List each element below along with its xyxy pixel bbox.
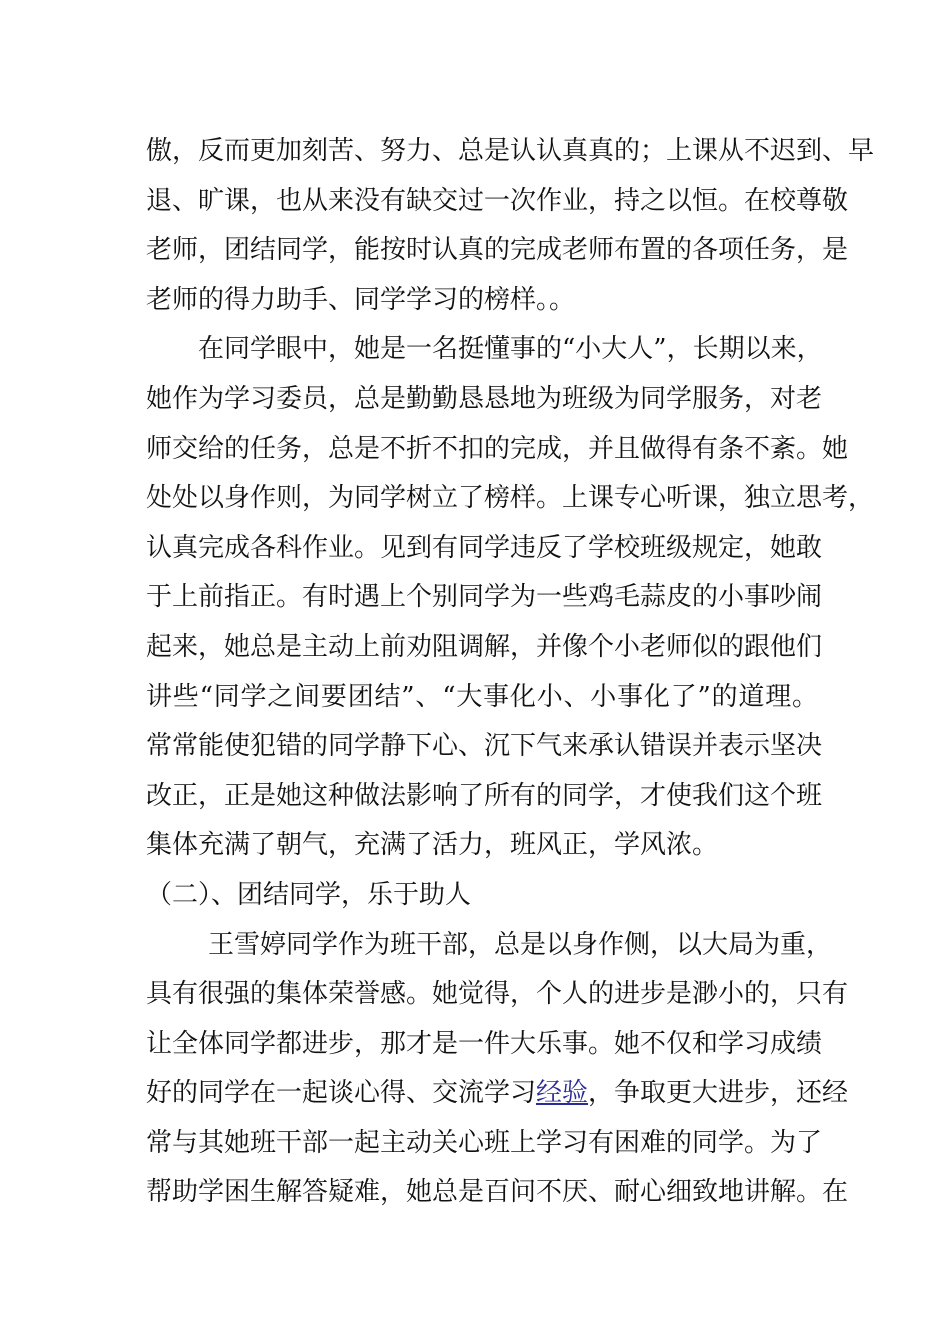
text-line: 常常能使犯错的同学静下心、沉下气来承认错误并表示坚决 [146,731,823,762]
experience-link[interactable]: 经验 [536,1078,589,1109]
text-line: 起来，她总是主动上前劝阻调解，并像个小老师似的跟他们 [146,631,823,662]
text-line: 帮助学困生解答疑难，她总是百问不厌、耐心细致地讲解。在 [146,1177,849,1208]
text-segment: ，争取更大进步，还经 [588,1078,849,1109]
text-line: 处处以身作则，为同学树立了榜样。上课专心听课，独立思考， [146,483,875,514]
text-line: 常与其她班干部一起主动关心班上学习有困难的同学。为了 [146,1127,823,1158]
paragraph-3 [146,921,849,1219]
paragraph-1 [146,127,875,325]
text-segment: 好的同学在一起谈心得、交流学习 [146,1078,537,1109]
text-line: 老师的得力助手、同学学习的榜样。。 [146,284,576,315]
document-body [146,127,875,1218]
text-line: 认真完成各科作业。见到有同学违反了学校班级规定，她敢 [146,532,823,563]
text-line-with-link [146,1069,849,1119]
text-line: 老师，团结同学，能按时认真的完成老师布置的各项任务，是 [146,235,849,266]
paragraph-2 [146,325,875,871]
text-line: 于上前指正。有时遇上个别同学为一些鸡毛蒜皮的小事吵闹 [146,582,823,613]
text-line: 在同学眼中，她是一名挺懂事的“小大人”，长期以来， [198,334,823,365]
section-heading: （二）、团结同学，乐于助人 [146,879,472,910]
text-line: 师交给的任务，总是不折不扣的完成，并且做得有条不紊。她 [146,433,849,464]
text-line: 改正，正是她这种做法影响了所有的同学，才使我们这个班 [146,780,823,811]
text-line: 傲，反而更加刻苦、努力、总是认认真真的；上课从不迟到、早 [146,136,875,166]
text-line: 王雪婷同学作为班干部，总是以身作侧，以大局为重， [208,929,833,960]
text-line: 退、旷课，也从来没有缺交过一次作业，持之以恒。在校尊敬 [146,185,849,216]
text-line: 讲些“同学之间要团结”、“大事化小、小事化了”的道理。 [146,681,818,712]
text-line: 让全体同学都进步，那才是一件大乐事。她不仅和学习成绩 [146,1028,823,1059]
text-line: 集体充满了朝气，充满了活力，班风正，学风浓。 [146,830,719,861]
text-line: 具有很强的集体荣誉感。她觉得，个人的进步是渺小的，只有 [146,979,849,1010]
text-line: 她作为学习委员，总是勤勤恳恳地为班级为同学服务，对老 [146,383,823,414]
